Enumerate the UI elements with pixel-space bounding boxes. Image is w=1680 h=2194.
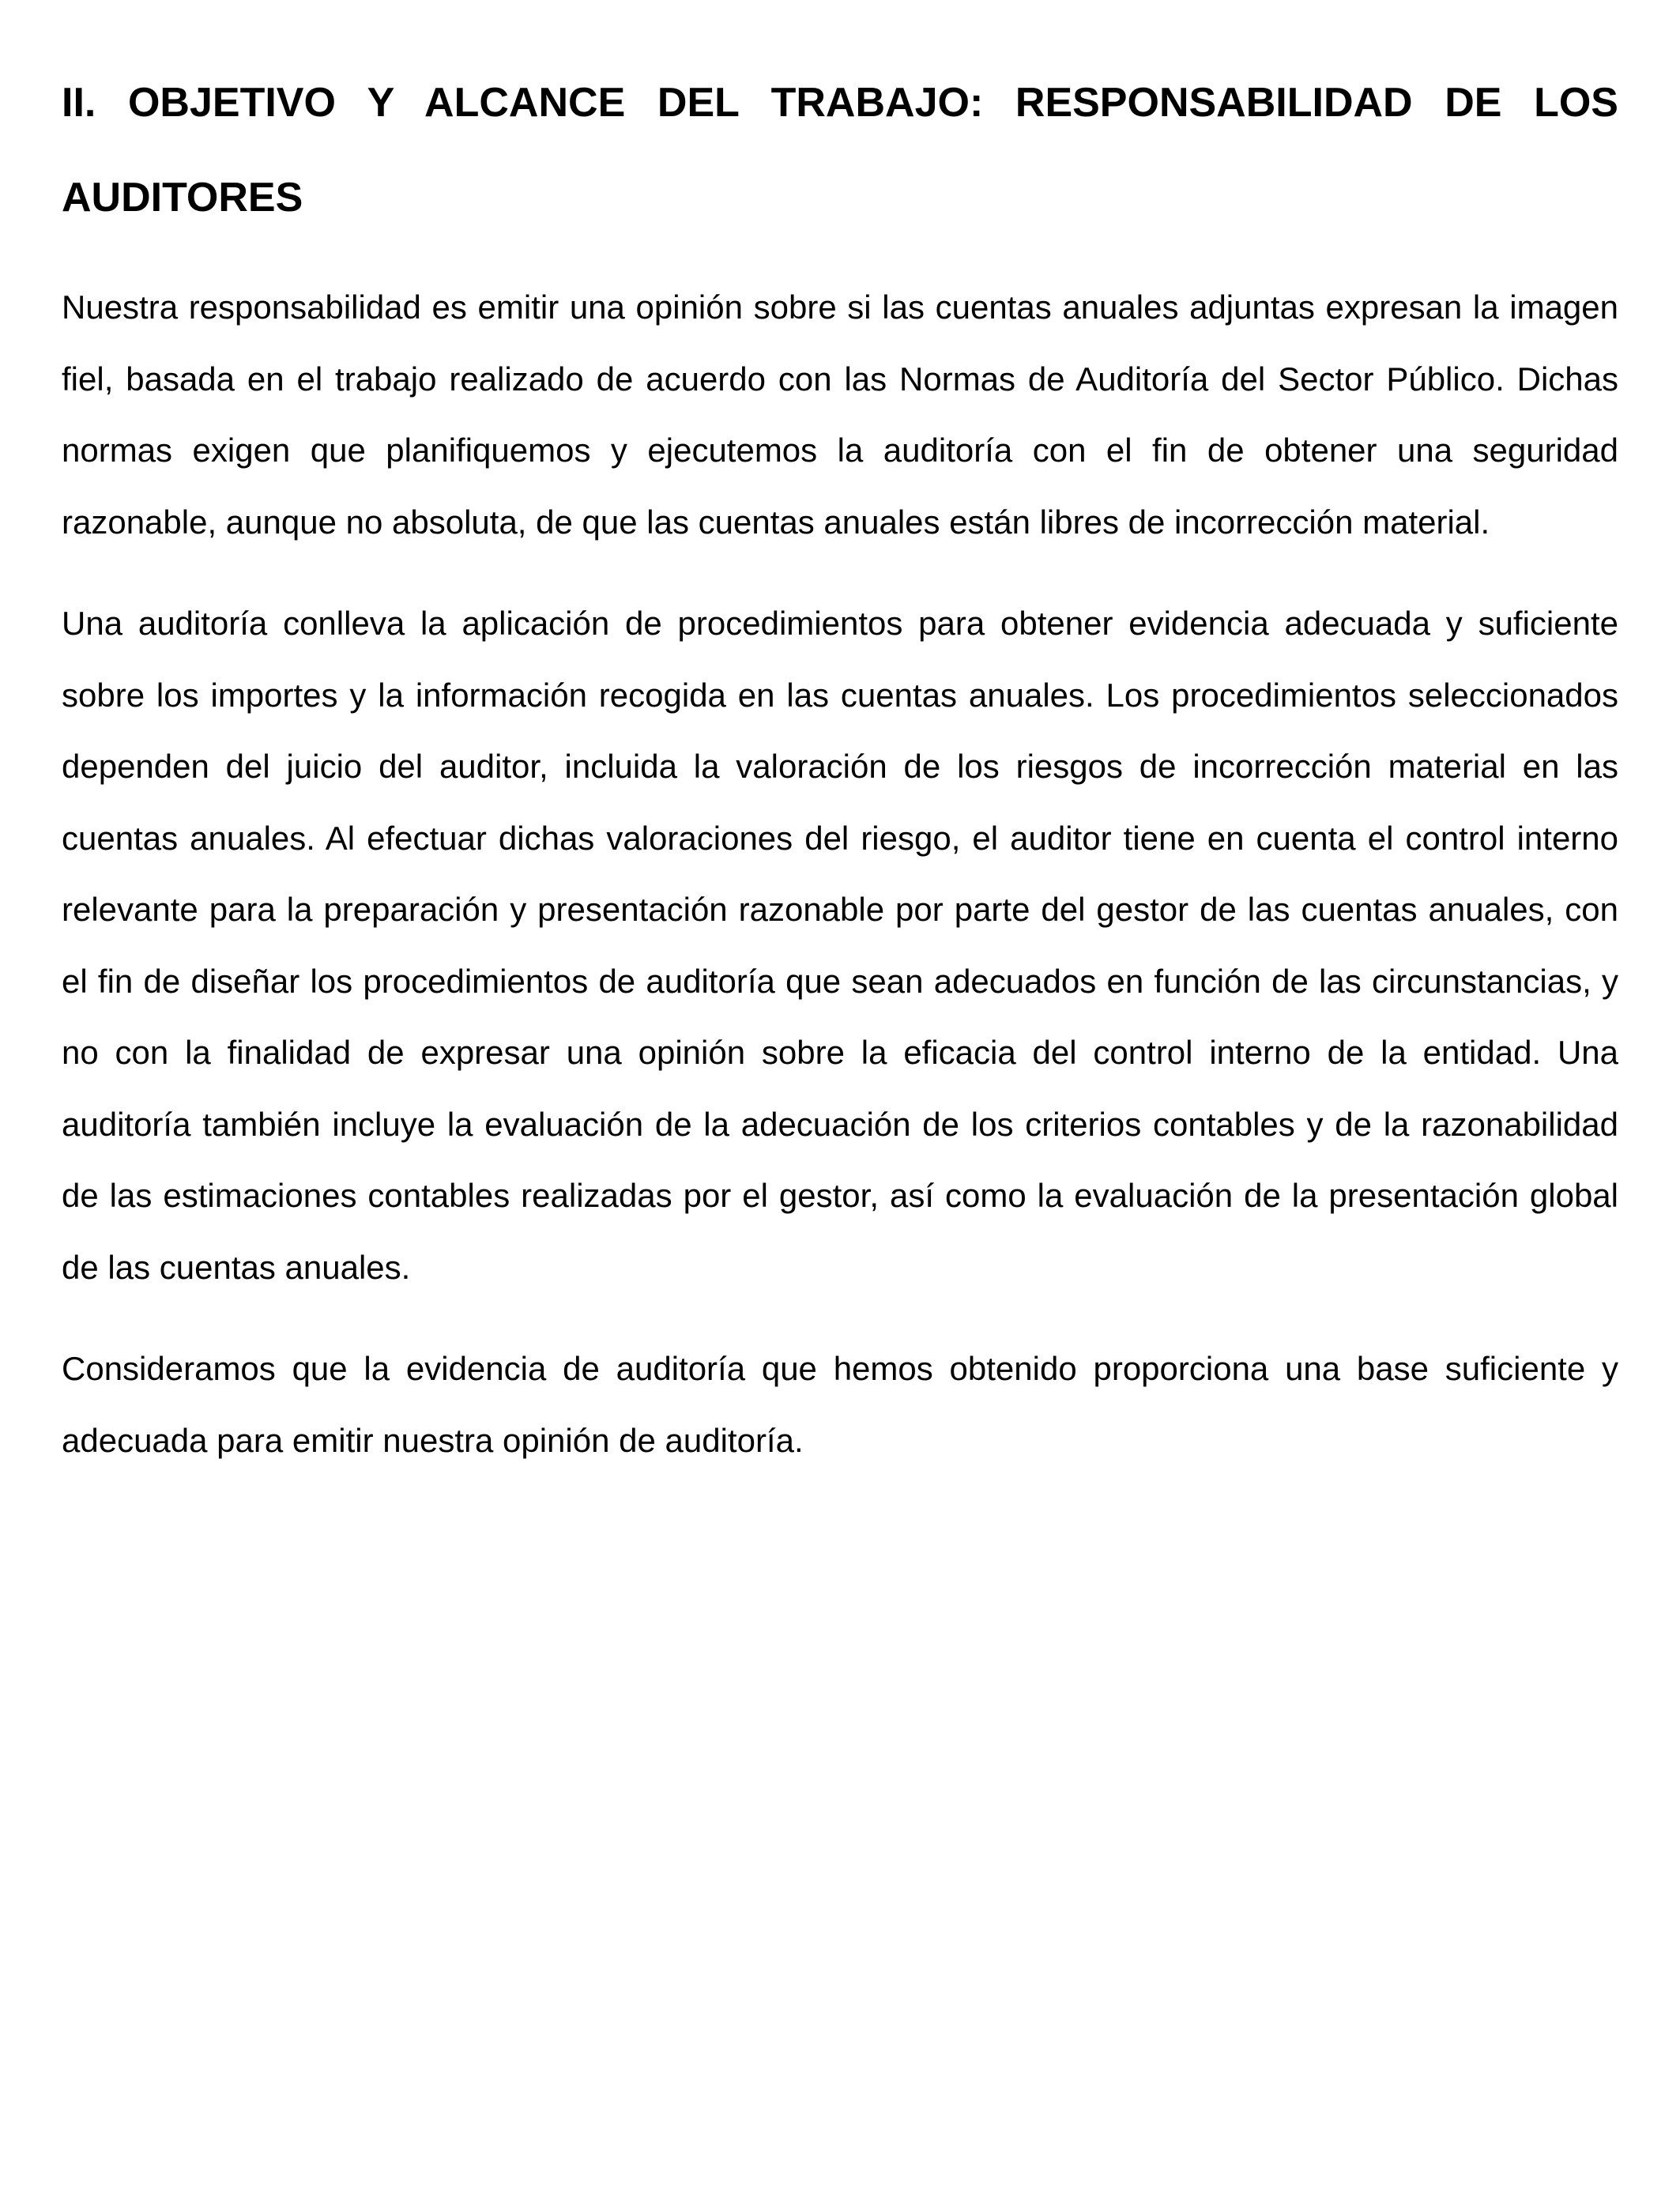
section-heading: II. OBJETIVO Y ALCANCE DEL TRABAJO: RESPONSABILIDAD DE LOS AUDITORES [62,80,1618,221]
document-page [62,55,1618,1476]
paragraph-conclusion: Consideramos que la evidencia de auditoría que hemos obtenido proporciona una base suficiente y adecuada para emitir nuestra opinión de auditoría. [62,1350,1618,1459]
paragraph-responsibility: Nuestra responsabilidad es emitir una opinión sobre si las cuentas anuales adjuntas expresan la imagen fiel, basada en el trabajo realizado de acuerdo con las Normas de Auditoría del Sector Público. Dichas normas exigen que planifiquemos y ejecutemos la auditoría con el fin de obtener una seguridad razonable, aunque no absoluta, de que las cuentas anuales están libres de incorrección material. [62,288,1618,541]
paragraph-audit-procedures: Una auditoría conlleva la aplicación de procedimientos para obtener evidencia adecuada y suficiente sobre los importes y la información recogida en las cuentas anuales. Los procedimientos seleccionados dependen del juicio del auditor, incluida la valoración de los riesgos de incorrección material en las cuentas anuales. Al efectuar dichas valoraciones del riesgo, el auditor tiene en cuenta el control interno relevante para la preparación y presentación razonable por parte del gestor de las cuentas anuales, con el fin de diseñar los procedimientos de auditoría que sean adecuados en función de las circunstancias, y no con la finalidad de expresar una opinión sobre la eficacia del control interno de la entidad. Una auditoría también incluye la evaluación de la adecuación de los criterios contables y de la razonabilidad de las estimaciones contables realizadas por el gestor, así como la evaluación de la presentación global de las cuentas anuales. [62,605,1618,1286]
